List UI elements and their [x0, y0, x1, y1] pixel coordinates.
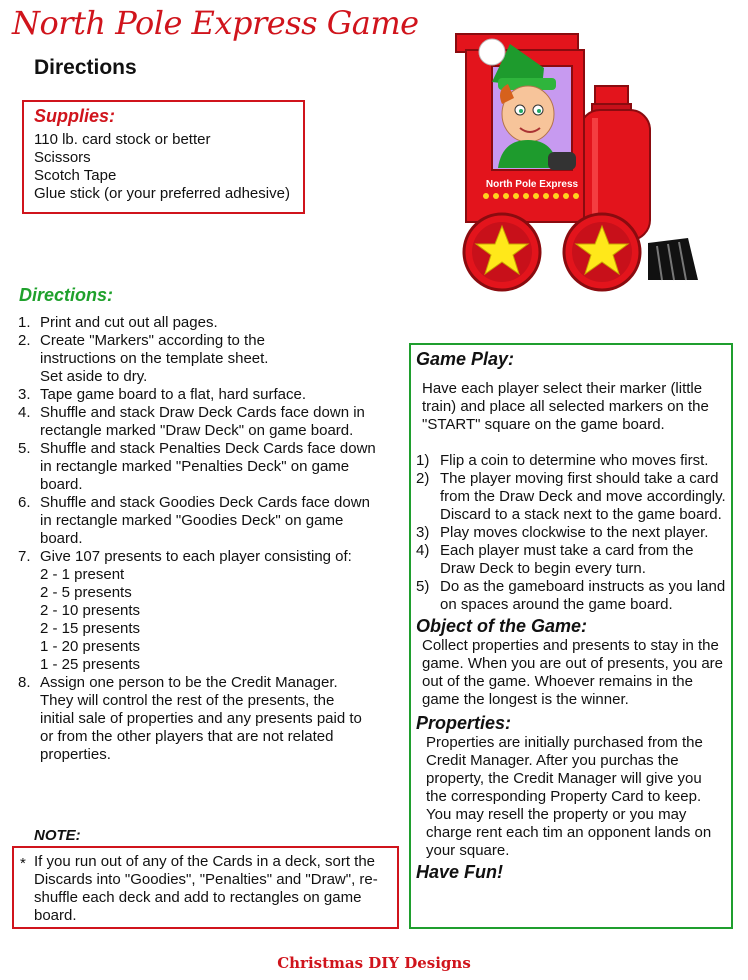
game-step [416, 470, 726, 524]
game-play-steps [416, 452, 726, 614]
game-step-text: The player moving first should take a card from the Draw Deck and move accordingly. Discard to a stack next to the game board. [440, 470, 726, 523]
game-step [416, 452, 726, 470]
present-item: 2 - 15 presents [40, 620, 141, 637]
supplies-item: Scissors [34, 149, 91, 166]
directions-list [18, 314, 398, 764]
step-text: Shuffle and stack Draw Deck Cards face down in rectangle marked "Draw Deck" on game board. [40, 404, 365, 439]
step-number: 2. [18, 332, 31, 349]
step-number: 6. [18, 494, 31, 511]
step-number: 4. [18, 404, 31, 421]
game-play-heading: Game Play: [416, 349, 515, 369]
step-text: Assign one person to be the Credit Manager. They will control the rest of the presents, the initial sale of properties and any presents paid to or from the other players that are not related properties. [40, 674, 362, 763]
step-text: Give 107 presents to each player consisting of: [40, 548, 352, 565]
train-illustration [452, 18, 702, 300]
present-item: 1 - 20 presents [40, 638, 141, 655]
present-item: 2 - 5 presents [40, 584, 132, 601]
note-box [12, 846, 399, 929]
game-step-text: Do as the gameboard instructs as you land on spaces around the game board. [440, 578, 726, 613]
game-step [416, 542, 726, 578]
step-number: 8. [18, 674, 31, 691]
game-step-text: Each player must take a card from the Draw Deck to begin every turn. [440, 542, 694, 577]
footer-credit: Christmas DIY Designs [277, 954, 471, 972]
step-number: 7. [18, 548, 31, 565]
present-item: 2 - 10 presents [40, 602, 141, 619]
game-step-number: 4) [416, 542, 430, 559]
direction-step [18, 386, 398, 404]
present-item: 1 - 25 presents [40, 656, 141, 673]
supplies-item: Scotch Tape [34, 167, 117, 184]
direction-step [18, 440, 398, 494]
direction-step [18, 494, 398, 548]
step-number: 1. [18, 314, 31, 331]
step-text: Shuffle and stack Penalties Deck Cards face down in rectangle marked "Penalties Deck" on game board. [40, 440, 376, 493]
game-play-box [409, 343, 733, 929]
have-fun-text: Have Fun! [416, 862, 504, 882]
object-heading: Object of the Game: [416, 616, 588, 636]
note-heading: NOTE: [34, 827, 81, 844]
step-text: Create "Markers" according to the instructions on the template sheet. [40, 332, 269, 367]
direction-step [18, 674, 398, 764]
page-title: North Pole Express Game [12, 4, 419, 42]
train-banner: North Pole Express [485, 179, 579, 190]
step-text: Shuffle and stack Goodies Deck Cards face down in rectangle marked "Goodies Deck" on game board. [40, 494, 370, 547]
elf-mitten [548, 152, 576, 170]
page-subtitle: Directions [34, 56, 137, 79]
game-step-number: 2) [416, 470, 430, 487]
present-item: 2 - 1 present [40, 566, 125, 583]
note-asterisk: * [20, 855, 26, 872]
supplies-box [22, 100, 305, 214]
game-step-number: 1) [416, 452, 430, 469]
step-number: 5. [18, 440, 31, 457]
game-step [416, 578, 726, 614]
game-step-text: Flip a coin to determine who moves first. [440, 452, 709, 469]
directions-heading: Directions: [19, 285, 114, 305]
supplies-item: 110 lb. card stock or better [34, 131, 211, 148]
direction-step [18, 548, 398, 674]
step-text: Tape game board to a flat, hard surface. [40, 386, 306, 403]
game-play-intro: Have each player select their marker (little train) and place all selected markers on the "START" square on the game board. [422, 380, 709, 433]
note-text: If you run out of any of the Cards in a deck, sort the Discards into "Goodies", "Penalties" and "Draw", re-shuffle each deck and add to rectangles on game board. [34, 853, 378, 924]
step-text-extra: Set aside to dry. [40, 368, 148, 385]
direction-step [18, 332, 398, 386]
properties-text: Properties are initially purchased from the Credit Manager. After you purchas the property, the Credit Manager will give you the corresponding Property Card to keep. You may resell the property or you may charge rent each tim an opponent lands on your square. [426, 734, 712, 859]
direction-step [18, 404, 398, 440]
step-text: Print and cut out all pages. [40, 314, 218, 331]
game-step-number: 5) [416, 578, 430, 595]
step-number: 3. [18, 386, 31, 403]
properties-heading: Properties: [416, 713, 512, 733]
supplies-item: Glue stick (or your preferred adhesive) [34, 185, 290, 202]
game-step [416, 524, 726, 542]
game-step-number: 3) [416, 524, 430, 541]
object-text: Collect properties and presents to stay in the game. When you are out of presents, you are out of the game. Whoever remains in the game the longest is the winner. [422, 637, 724, 708]
direction-step [18, 314, 398, 332]
game-step-text: Play moves clockwise to the next player. [440, 524, 709, 541]
supplies-heading: Supplies: [34, 106, 116, 126]
